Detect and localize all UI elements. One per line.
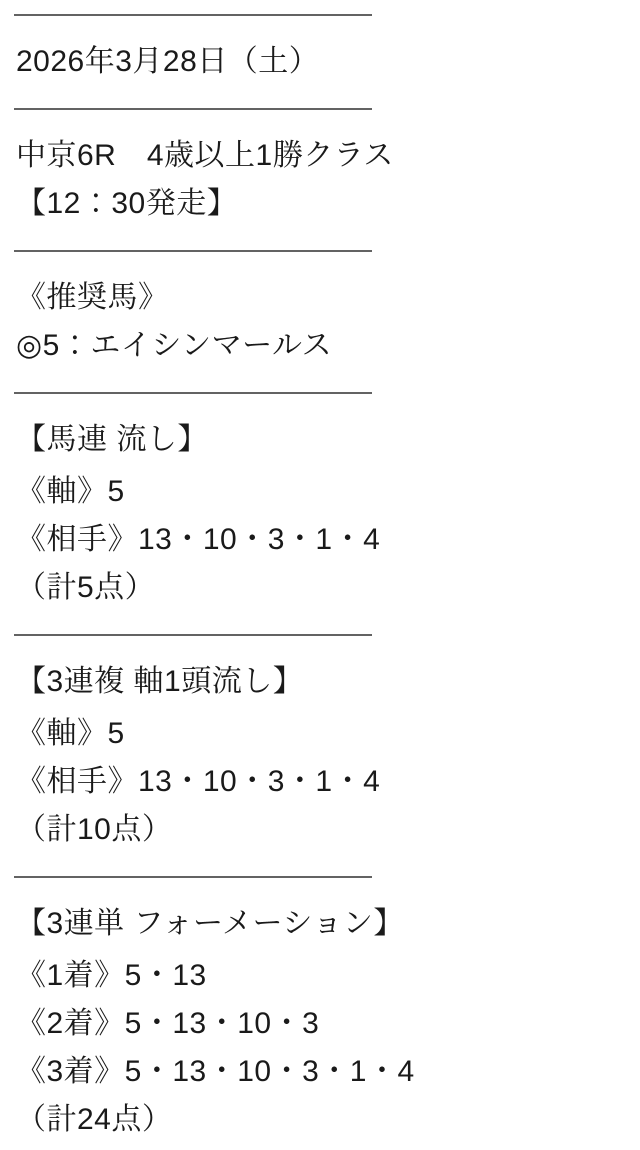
bet-section-umaren — [16, 416, 640, 612]
bet-partners: 《相手》13・10・3・1・4 — [16, 523, 381, 556]
bet-title: 【3連単 フォーメーション】 — [16, 907, 404, 940]
section-divider — [14, 876, 372, 878]
section-divider — [14, 634, 372, 636]
recommended-horse: ◎5：エイシンマールス — [16, 329, 333, 362]
bet-partners: 《相手》13・10・3・1・4 — [16, 765, 381, 798]
section-divider — [14, 108, 372, 110]
section-divider — [14, 392, 372, 394]
section-divider — [14, 250, 372, 252]
bet-section-sanrentan — [16, 900, 640, 1144]
race-header-section — [16, 132, 640, 228]
bet-total-points: （計10点） — [16, 813, 173, 846]
recommendation-heading: 《推奨馬》 — [16, 281, 169, 314]
recommendation-section — [16, 274, 640, 370]
section-divider — [14, 14, 372, 16]
race-start-time: 【12：30発走】 — [16, 187, 238, 220]
bet-third-place: 《3着》5・13・10・3・1・4 — [16, 1055, 415, 1088]
race-title: 中京6R 4歳以上1勝クラス — [16, 139, 394, 172]
bet-title: 【馬連 流し】 — [16, 423, 208, 456]
bet-title: 【3連複 軸1頭流し】 — [16, 665, 304, 698]
bet-axis: 《軸》5 — [16, 475, 125, 508]
bet-second-place: 《2着》5・13・10・3 — [16, 1007, 320, 1040]
bet-total-points: （計5点） — [16, 571, 156, 604]
bet-total-points: （計24点） — [16, 1103, 173, 1136]
bet-axis: 《軸》5 — [16, 717, 125, 750]
bet-section-sanrenpuku — [16, 658, 640, 854]
race-date: 2026年3月28日（土） — [16, 45, 320, 78]
bet-first-place: 《1着》5・13 — [16, 959, 207, 992]
